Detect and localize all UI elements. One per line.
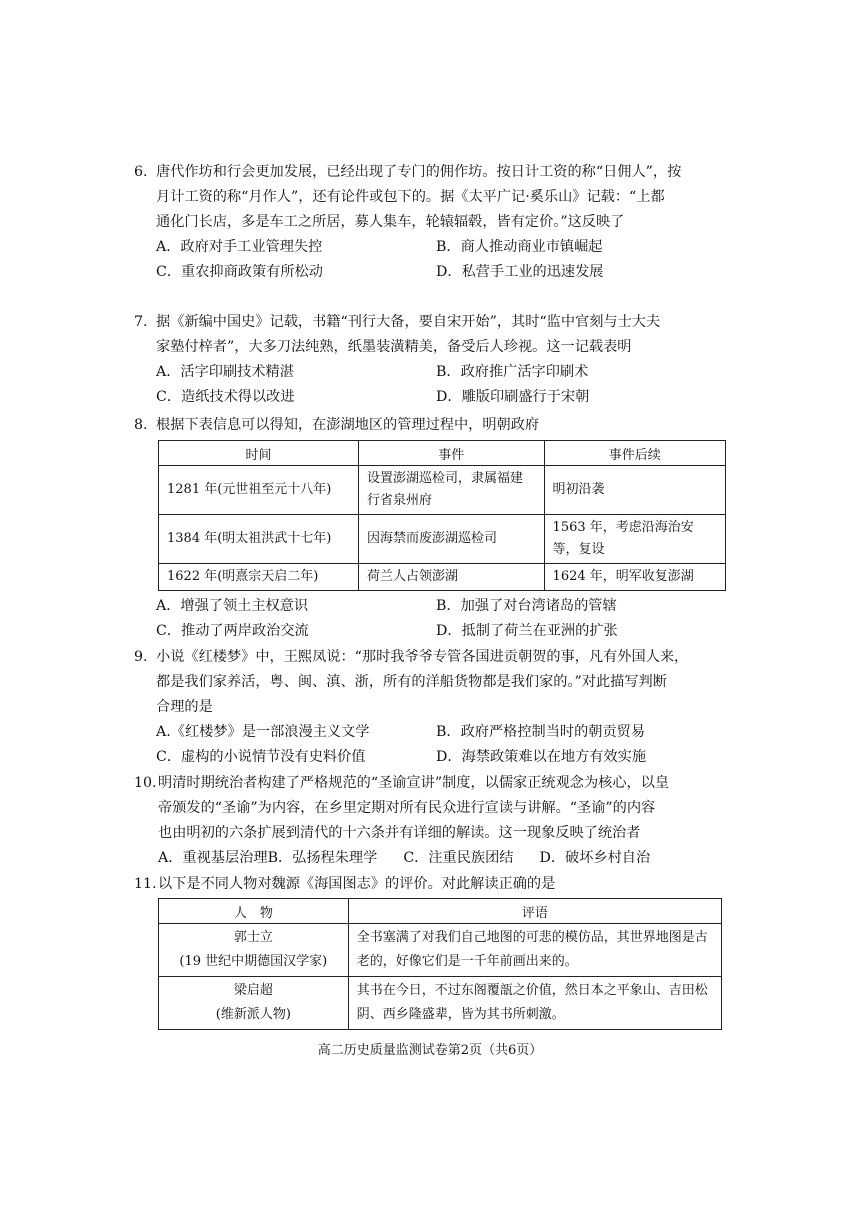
option-a[interactable]: A．活字印刷技术精湛 [156, 364, 294, 380]
table-cell: 荷兰人占领澎湖 [358, 564, 544, 591]
option-a[interactable]: A．政府对手工业管理失控 [156, 239, 323, 255]
question-6 [134, 160, 734, 285]
question-7 [134, 310, 734, 410]
stem-line: 月计工资的称“月作人”，还有论件或包下的。据《太平广记·奚乐山》记载：“上都 [156, 189, 665, 205]
options [134, 235, 734, 285]
question-stem [134, 872, 734, 897]
stem-line: 帝颁发的“圣谕”为内容，在乡里定期对所有民众进行宣读与讲解。“圣谕”的内容 [158, 800, 656, 816]
person-cell [159, 977, 349, 1030]
option-b[interactable]: B．政府推广活字印刷术 [436, 364, 589, 380]
table-cell: 明初沿袭 [544, 466, 725, 515]
stem-line: 也由明初的六条扩展到清代的十六条并有详细的解读。这一现象反映了统治者 [158, 825, 641, 841]
penghu-table [158, 440, 726, 591]
question-stem [134, 413, 734, 438]
question-stem [134, 160, 734, 235]
comment-cell: 其书在今日，不过东阁覆瓿之价值，然日本之平象山、吉田松阴、西乡隆盛辈，皆为其书所刺激。 [348, 977, 721, 1030]
table-row [159, 924, 722, 977]
stem-line: 唐代作坊和行会更加发展，已经出现了专门的佣作坊。按日计工资的称“日佣人”，按 [156, 164, 682, 180]
question-11 [134, 872, 734, 897]
option-c[interactable]: C．注重民族团结 [403, 850, 514, 866]
table-header: 人 物 [159, 899, 349, 924]
stem-line: 根据下表信息可以得知，在澎湖地区的管理过程中，明朝政府 [156, 417, 540, 433]
stem-line: 合理的是 [156, 699, 213, 715]
option-d[interactable]: D．雕版印刷盛行于宋朝 [436, 389, 590, 405]
option-d[interactable]: D．海禁政策难以在地方有效实施 [436, 749, 647, 765]
table-cell: 1281 年(元世祖至元十八年) [159, 466, 359, 515]
option-a[interactable]: A．增强了领土主权意识 [156, 598, 309, 614]
person-name: 郭士立 [233, 930, 273, 945]
options [134, 846, 734, 871]
option-d[interactable]: D．私营手工业的迅速发展 [436, 264, 604, 280]
person-desc: (19 世纪中期德国汉学家) [179, 954, 328, 969]
table-header: 事件 [358, 441, 544, 466]
question-9 [134, 645, 734, 770]
option-b[interactable]: B．商人推动商业市镇崛起 [436, 239, 603, 255]
question-stem [134, 771, 734, 846]
stem-line: 明清时期统治者构建了严格规范的“圣谕宣讲”制度，以儒家正统观念为核心，以皇 [158, 775, 670, 791]
table-header: 事件后续 [544, 441, 725, 466]
option-d[interactable]: D．抵制了荷兰在亚洲的扩张 [436, 623, 618, 639]
comment-cell: 全书塞满了对我们自己地图的可悲的模仿品，其世界地图是古老的，好像它们是一千年前画出来的。 [348, 924, 721, 977]
question-number: 11. [134, 876, 157, 892]
question-stem [134, 310, 734, 360]
table-cell: 1624 年，明军收复澎湖 [544, 564, 725, 591]
question-number: 10. [134, 775, 157, 791]
stem-line: 以下是不同人物对魏源《海国图志》的评价。对此解读正确的是 [158, 876, 556, 892]
table-cell: 1622 年(明熹宗天启二年) [159, 564, 359, 591]
stem-line: 小说《红楼梦》中，王熙凤说：“那时我爷爷专管各国进贡朝贺的事，凡有外国人来， [156, 649, 689, 665]
person-desc: (维新派人物) [215, 1007, 291, 1022]
stem-line: 都是我们家养活，粤、闽、滇、浙，所有的洋船货物都是我们家的。”对此描写判断 [156, 674, 667, 690]
evaluation-table [158, 898, 722, 1030]
table-row [159, 466, 726, 515]
question-number: 7. [134, 314, 148, 330]
option-d[interactable]: D．破坏乡村自治 [539, 850, 651, 866]
question-number: 9. [134, 649, 148, 665]
option-c[interactable]: C．重农抑商政策有所松动 [156, 264, 323, 280]
question-stem [134, 645, 734, 720]
stem-line: 家塾付梓者”，大多刀法纯熟，纸墨装潢精美，备受后人珍视。这一记载表明 [156, 339, 632, 355]
table-row [159, 515, 726, 564]
options [134, 360, 734, 410]
options [134, 720, 734, 770]
question-number: 8. [134, 417, 148, 433]
option-a[interactable]: A．重视基层治理 [158, 850, 268, 866]
person-name: 梁启超 [233, 983, 273, 998]
question-8 [134, 413, 734, 438]
stem-line: 通化门长店，多是车工之所居，募人集车，轮辕辐毂，皆有定价。”这反映了 [156, 214, 625, 230]
table-cell: 1563 年，考虑沿海治安等，复设 [544, 515, 725, 564]
table-cell: 因海禁而废澎湖巡检司 [358, 515, 544, 564]
person-cell [159, 924, 349, 977]
option-c[interactable]: C．虚构的小说情节没有史料价值 [156, 749, 366, 765]
option-c[interactable]: C．造纸技术得以改进 [156, 389, 295, 405]
table-cell: 设置澎湖巡检司，隶属福建行省泉州府 [358, 466, 544, 515]
table-header: 评语 [348, 899, 721, 924]
table-row [159, 977, 722, 1030]
option-c[interactable]: C．推动了两岸政治交流 [156, 623, 309, 639]
options [134, 594, 734, 644]
question-number: 6. [134, 164, 148, 180]
option-b[interactable]: B．加强了对台湾诸岛的管辖 [436, 598, 617, 614]
option-b[interactable]: B．政府严格控制当时的朝贡贸易 [436, 724, 646, 740]
question-8-options [134, 594, 734, 644]
table-row [159, 564, 726, 591]
question-10 [134, 771, 734, 871]
option-b[interactable]: B．弘扬程朱理学 [267, 850, 378, 866]
table-header: 时间 [159, 441, 359, 466]
page-footer: 高二历史质量监测试卷第2页（共6页） [317, 1043, 543, 1058]
table-cell: 1384 年(明太祖洪武十七年) [159, 515, 359, 564]
stem-line: 据《新编中国史》记载，书籍“刊行大备，要自宋开始”，其时“监中官刻与士大夫 [156, 314, 661, 330]
option-a[interactable]: A.《红楼梦》是一部浪漫主义文学 [156, 724, 370, 740]
